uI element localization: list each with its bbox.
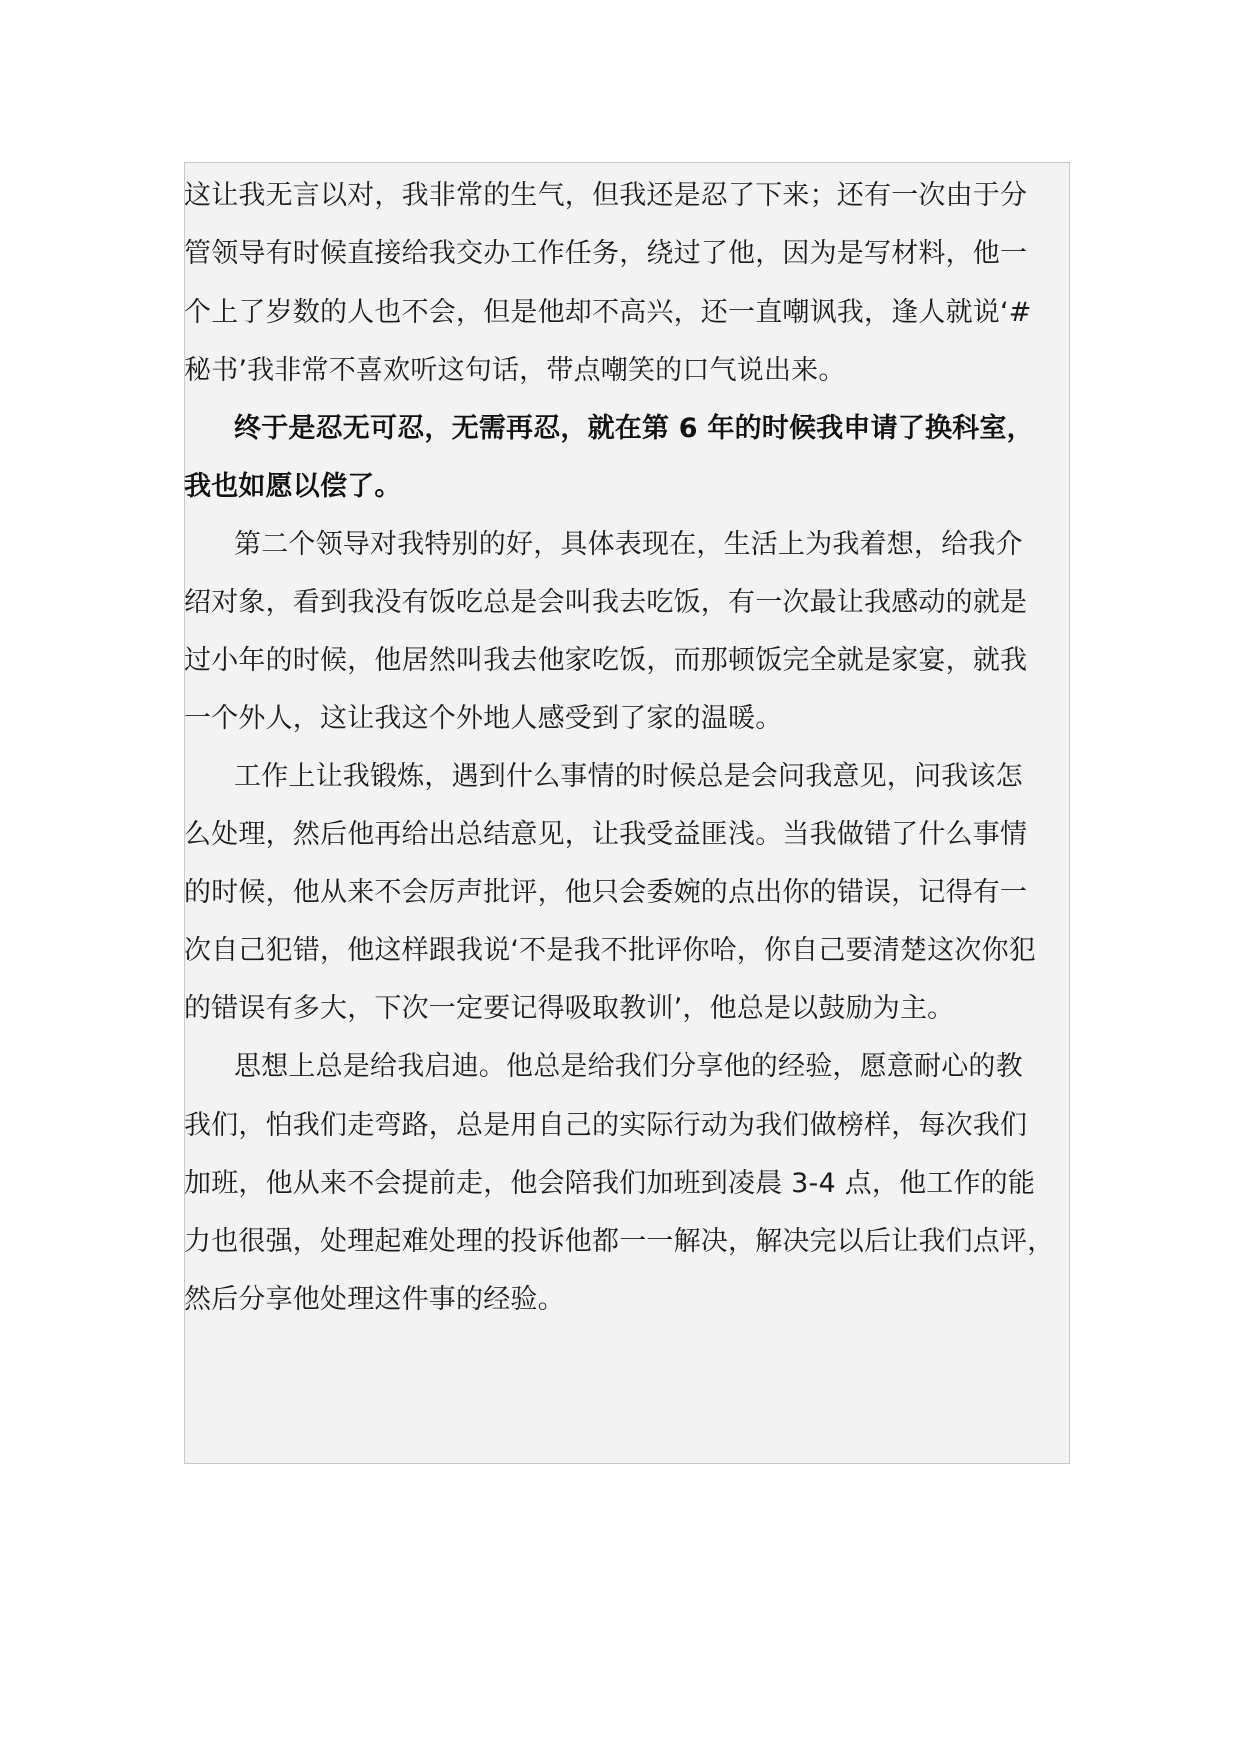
- body-line: 一个外人，这让我这个外地人感受到了家的温暖。: [184, 703, 783, 734]
- body-line: 我们，怕我们走弯路，总是用自己的实际行动为我们做榜样，每次我们: [184, 1110, 1028, 1141]
- body-line: 秘书’我非常不喜欢听这句话，带点嘲笑的口气说出来。: [184, 355, 846, 386]
- body-line: 次自己犯错，他这样跟我说‘不是我不批评你哈，你自己要清楚这次你犯: [184, 935, 1036, 966]
- body-line: 的错误有多大，下次一定要记得吸取教训’，他总是以鼓励为主。: [184, 993, 955, 1024]
- bold-paragraph-line: 我也如愿以偿了。: [184, 471, 402, 502]
- body-line: 么处理，然后他再给出总结意见，让我受益匪浅。当我做错了什么事情: [184, 819, 1028, 850]
- body-line: 第二个领导对我特别的好，具体表现在，生活上为我着想，给我介: [234, 529, 1023, 560]
- body-line: 思想上总是给我启迪。他总是给我们分享他的经验，愿意耐心的教: [234, 1051, 1023, 1082]
- body-line: 的时候，他从来不会厉声批评，他只会委婉的点出你的错误，记得有一: [184, 877, 1028, 908]
- body-line: 个上了岁数的人也不会，但是他却不高兴，还一直嘲讽我，逢人就说‘#: [184, 297, 1032, 328]
- body-line: 绍对象，看到我没有饭吃总是会叫我去吃饭，有一次最让我感动的就是: [184, 587, 1028, 618]
- bold-paragraph-line: 终于是忍无可忍，无需再忍，就在第 6 年的时候我申请了换科室，: [234, 413, 1034, 444]
- body-line: 力也很强，处理起难处理的投诉他都一一解决，解决完以后让我们点评，: [184, 1226, 1055, 1257]
- body-line: 工作上让我锻炼，遇到什么事情的时候总是会问我意见，问我该怎: [234, 761, 1023, 792]
- body-line: 然后分享他处理这件事的经验。: [184, 1284, 565, 1315]
- body-line: 这让我无言以对，我非常的生气，但我还是忍了下来；还有一次由于分: [184, 180, 1028, 211]
- body-line: 过小年的时候，他居然叫我去他家吃饭，而那顿饭完全就是家宴，就我: [184, 645, 1028, 676]
- body-line: 加班，他从来不会提前走，他会陪我们加班到凌晨 3-4 点，他工作的能: [184, 1168, 1036, 1199]
- body-line: 管领导有时候直接给我交办工作任务，绕过了他，因为是写材料，他一: [184, 238, 1028, 269]
